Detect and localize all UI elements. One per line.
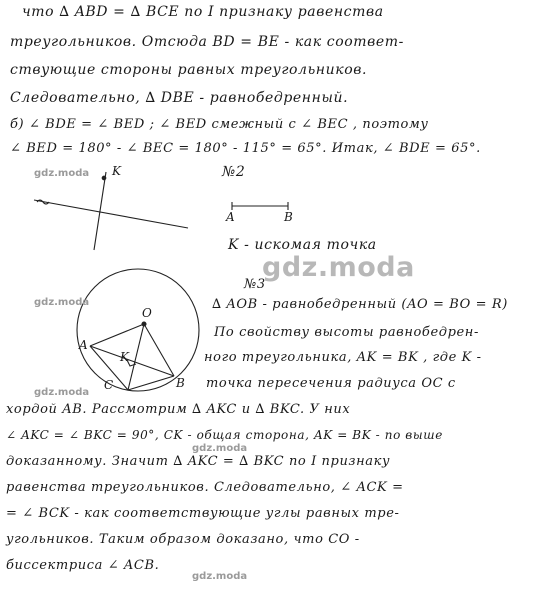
text-line-k: K - искомая точка	[228, 237, 377, 253]
label-center-o: O	[142, 306, 152, 320]
text-line-12: ного треугольника, AK = BK , где K -	[204, 350, 482, 365]
text-line-6: ∠ BED = 180° - ∠ BEC = 180° - 115° = 65°. Итак, ∠ BDE = 65°.	[10, 141, 481, 156]
diagram-task-2	[34, 172, 288, 250]
text-line-aob: ∆ AOB - равнобедренный (AO = BO = R)	[212, 297, 508, 312]
label-point-b-task2: B	[284, 210, 293, 224]
text-line-13: точка пересечения радиуса OC с	[206, 376, 456, 391]
label-point-a-task3: A	[79, 338, 88, 352]
watermark-small-5: gdz.moda	[192, 571, 248, 582]
radius-oc	[128, 324, 144, 390]
watermark-small-1: gdz.moda	[34, 168, 90, 179]
label-point-b-task3: B	[176, 376, 185, 390]
task-3-heading: №3	[244, 277, 266, 292]
label-point-k-task2: K	[112, 164, 121, 178]
watermark-large: gdz.moda	[262, 252, 415, 283]
radius-oa	[90, 324, 144, 346]
text-line-17: равенства треугольников. Следовательно, ∠ ACK =	[6, 480, 404, 495]
point-k-dot	[102, 176, 106, 180]
text-line-20: биссектриса ∠ ACB.	[6, 558, 160, 573]
label-point-c-task3: C	[104, 378, 114, 392]
circle	[77, 269, 199, 391]
text-line-1: что ∆ ABD = ∆ BCE по Ⅰ признаку равенства	[22, 4, 384, 20]
text-line-2: треугольников. Отсюда BD = BE - как соответ-	[10, 34, 404, 50]
label-point-k-task3: K	[120, 350, 129, 364]
text-line-18: = ∠ BCK - как соответствующие углы равных тре-	[6, 506, 400, 521]
line-l	[34, 200, 188, 228]
text-line-14: хордой AB. Рассмотрим ∆ AKC и ∆ BKC. У них	[6, 402, 351, 417]
text-line-11: По свойству высоты равнобедрен-	[214, 325, 479, 340]
task-2-heading: №2	[222, 164, 246, 180]
watermark-small-2: gdz.moda	[34, 297, 90, 308]
watermark-small-3: gdz.moda	[34, 387, 90, 398]
text-line-5: б) ∠ BDE = ∠ BED ; ∠ BED смежный с ∠ BEC , поэтому	[10, 117, 429, 132]
radius-ob	[144, 324, 174, 376]
diagram-task-3	[77, 269, 199, 391]
text-line-4: Следовательно, ∆ DBE - равнобедренный.	[10, 90, 349, 106]
text-line-3: ствующие стороны равных треугольников.	[10, 62, 368, 78]
watermark-small-4: gdz.moda	[192, 443, 248, 454]
text-line-15: ∠ AKC = ∠ BKC = 90°, CK - общая сторона, AK = BK - по выше	[6, 428, 443, 442]
text-line-19: угольников. Таким образом доказано, что CO -	[6, 532, 360, 547]
label-point-a-task2: A	[226, 210, 235, 224]
text-line-16: доказанному. Значит ∆ AKC = ∆ BKC по Ⅰ признаку	[6, 454, 391, 469]
